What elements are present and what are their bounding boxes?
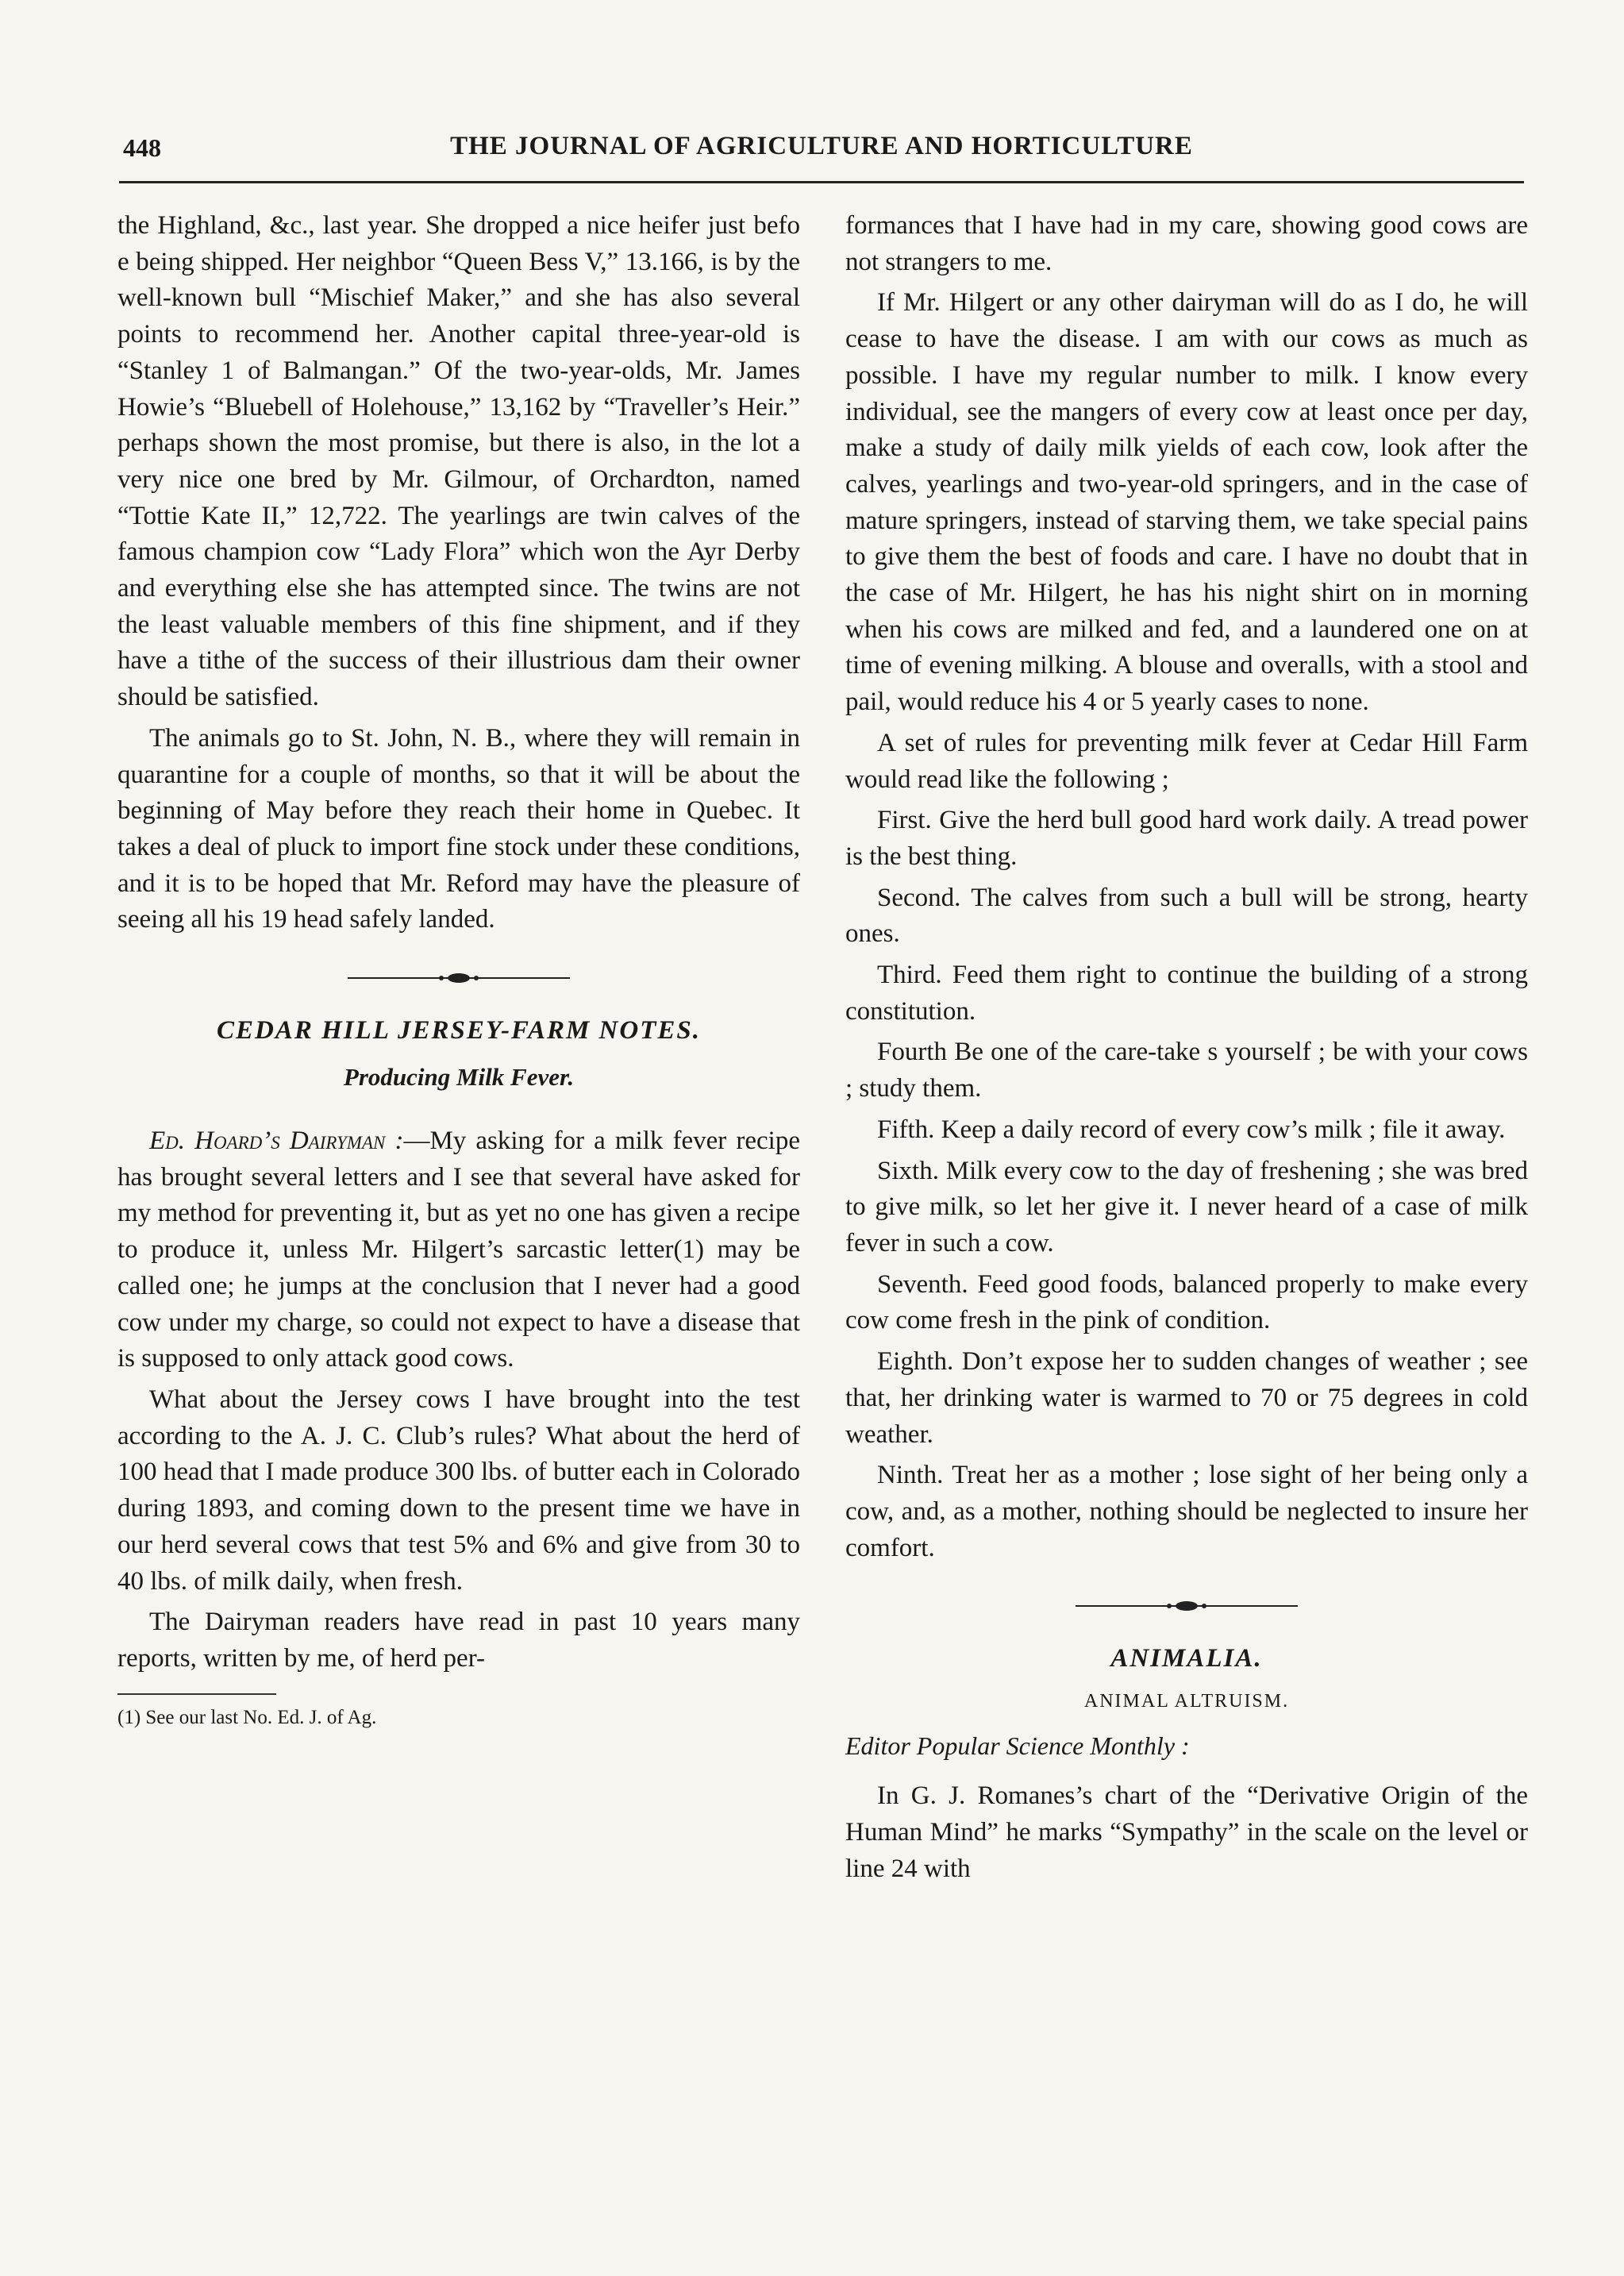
paragraph: the Highland, &c., last year. She dropped a nice heifer just befo e being shipped. Her neighbor “Queen Bess V,” 13.166, is by the well-known bull “Mischief Maker,” and she has also several points to recommend her. Another capital three-year-old is “Stanley 1 of Balmangan.” Of the two-year-olds, Mr. James Howie’s “Bluebell of Holehouse,” 13,162 by “Traveller’s Heir.” perhaps shown the most promise, but there is also, in the lot a very nice one bred by Mr. Gilmour, of Orchardton, named “Tottie Kate II,” 12,722. The yearlings are twin calves of the famous champion cow “Lady Flora” which won the Ayr Derby and everything else she has attempted since. The twins are not the least valuable members of this fine shipment, and if they have a tithe of the success of their illustrious dam their owner should be satisfied. [117,211,800,712]
footnote-rule [117,1693,276,1695]
section-divider-ornament [348,970,570,986]
paragraph: A set of rules for preventing milk fever at Cedar Hill Farm would read like the following ; [845,728,1528,794]
paragraph [117,1123,800,1377]
rule-item: Fifth. Keep a daily record of every cow’s milk ; file it away. [877,1115,1506,1144]
subsection-title: ANIMAL ALTRUISM. [1083,1691,1290,1712]
footnote: (1) See our last No. Ed. J. of Ag. [117,1706,377,1728]
page-number: 448 [123,133,161,162]
editor-address: Editor Popular Science Monthly : [845,1731,1190,1761]
paragraph: formances that I have had in my care, showing good cows are not strangers to me. [845,211,1528,276]
salutation: Ed. Hoard’s Dairyman : [149,1126,404,1156]
page-header [123,127,1520,175]
left-column [117,208,800,1731]
paragraph: If Mr. Hilgert or any other dairyman will do as I do, he will cease to have the disease. I am with our cows as much as possible. I have my regular number to milk. I know every individual, see the mangers of every cow at least once per day, make a study of daily milk yields of each cow, look after the calves, yearlings and two-year-old springers, and in the case of mature springers, instead of starving them, we take special pains to give them the best of foods and care. I have no doubt that in the case of Mr. Hilgert, he has his night shirt on in morning when his cows are milked and fed, and a laundered one on at time of evening milking. A blouse and overalls, with a stool and pail, would reduce his 4 or 5 yearly cases to none. [845,288,1528,717]
rule-item: Fourth Be one of the care-take s yourself ; be with your cows ; study them. [845,1038,1528,1103]
rule-item: Third. Feed them right to continue the building of a strong constitution. [845,961,1528,1026]
section-title: CEDAR HILL JERSEY-FARM NOTES. [216,1016,701,1046]
paragraph: The Dairyman readers have read in past 10 years many reports, written by me, of herd per- [117,1608,800,1673]
header-rule [119,181,1524,183]
section-title: ANIMALIA. [1110,1644,1263,1673]
paragraph: The animals go to St. John, N. B., where they will remain in quarantine for a couple of months, so that it will be about the beginning of May before they reach their home in Quebec. It takes a deal of pluck to import fine stock under these conditions, and it is to be hoped that Mr. Reford may have the pleasure of seeing all his 19 head safely landed. [117,723,800,934]
rule-item: Ninth. Treat her as a mother ; lose sight of her being only a cow, and, as a mother, nothing should be neglected to insure her comfort. [845,1461,1528,1562]
running-title: THE JOURNAL OF AGRICULTURE AND HORTICULTURE [450,132,1193,160]
paragraph: In G. J. Romanes’s chart of the “Derivative Origin of the Human Mind” he marks “Sympathy” in the scale on the level or line 24 with [845,1781,1528,1883]
rule-item: Sixth. Milk every cow to the day of freshening ; she was bred to give milk, so let her give it. I never heard of a case of milk fever in such a cow. [845,1156,1528,1257]
paragraph: What about the Jersey cows I have brought into the test according to the A. J. C. Club’s rules? What about the herd of 100 head that I made produce 300 lbs. of butter each in Colorado during 1893, and coming down to the present time we have in our herd several cows that test 5% and 6% and give from 30 to 40 lbs. of milk daily, when fresh. [117,1384,800,1596]
section-divider-ornament [1076,1598,1298,1614]
rule-item: Seventh. Feed good foods, balanced properly to make every cow come fresh in the pink of condition. [845,1269,1528,1335]
rule-item: First. Give the herd bull good hard work daily. A tread power is the best thing. [845,806,1528,871]
right-column [845,208,1528,1892]
rule-item: Eighth. Don’t expose her to sudden changes of weather ; see that, her drinking water is warmed to 70 or 75 degrees in cold weather. [845,1347,1528,1449]
paragraph-text: —My asking for a milk fever recipe has brought several letters and I see that several have asked for my method for preventing it, but as yet no one has given a recipe to produce it, unless Mr. Hilgert’s sarcastic letter(1) may be called one; he jumps at the conclusion that I never had a good cow under my charge, so could not expect to have a disease that is supposed to only attack good cows. [117,1126,800,1373]
rule-item: Second. The calves from such a bull will be strong, hearty ones. [845,883,1528,949]
subsection-title: Producing Milk Fever. [343,1063,575,1092]
